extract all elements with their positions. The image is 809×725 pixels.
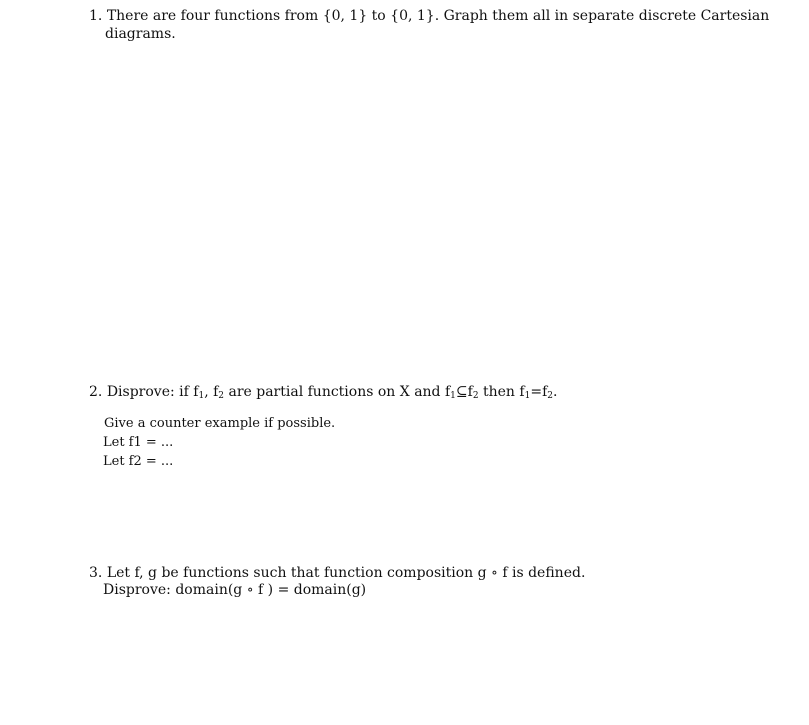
f1-term: $f_1$ xyxy=(193,384,205,401)
subseteq-symbol: ⊆ xyxy=(455,384,468,400)
let-f1-line: Let f1 = ... xyxy=(103,435,174,450)
question-3-number: 3. xyxy=(89,565,103,581)
partial-functions-text: are partial functions on xyxy=(228,384,396,400)
question-3-line-1 xyxy=(89,564,585,582)
and-text: and xyxy=(414,384,441,400)
then-text: then xyxy=(483,384,515,400)
question-3-text: Let f, g be functions such that function composition g ∘ f is defined. xyxy=(106,565,586,581)
question-3-line-2 xyxy=(103,581,366,599)
question-1-line-1 xyxy=(89,7,769,25)
question-3-disprove: Disprove: domain(g ∘ f ) = domain(g) xyxy=(103,582,367,598)
subset-expression: $f_1⊆f_2$ xyxy=(444,384,479,401)
question-1-text-cont: diagrams. xyxy=(105,26,176,42)
question-1-number: 1. xyxy=(89,8,103,24)
counter-example-prompt: Give a counter example if possible. xyxy=(104,416,336,431)
disprove-label: Disprove: if xyxy=(106,384,189,400)
f2-term: $f_2$ xyxy=(213,384,225,401)
let-f2-line: Let f2 = ... xyxy=(103,454,174,469)
question-2-statement xyxy=(89,383,557,401)
question-1-text: There are four functions from {0, 1} to {0, 1}. Graph them all in separate discrete Cartesian xyxy=(106,8,770,24)
comma: , xyxy=(204,384,209,400)
question-1-line-2 xyxy=(105,25,176,43)
equality-expression: $f_1=f_2$. xyxy=(519,384,558,401)
set-x: X xyxy=(399,384,410,400)
question-2-number: 2. xyxy=(89,384,103,400)
